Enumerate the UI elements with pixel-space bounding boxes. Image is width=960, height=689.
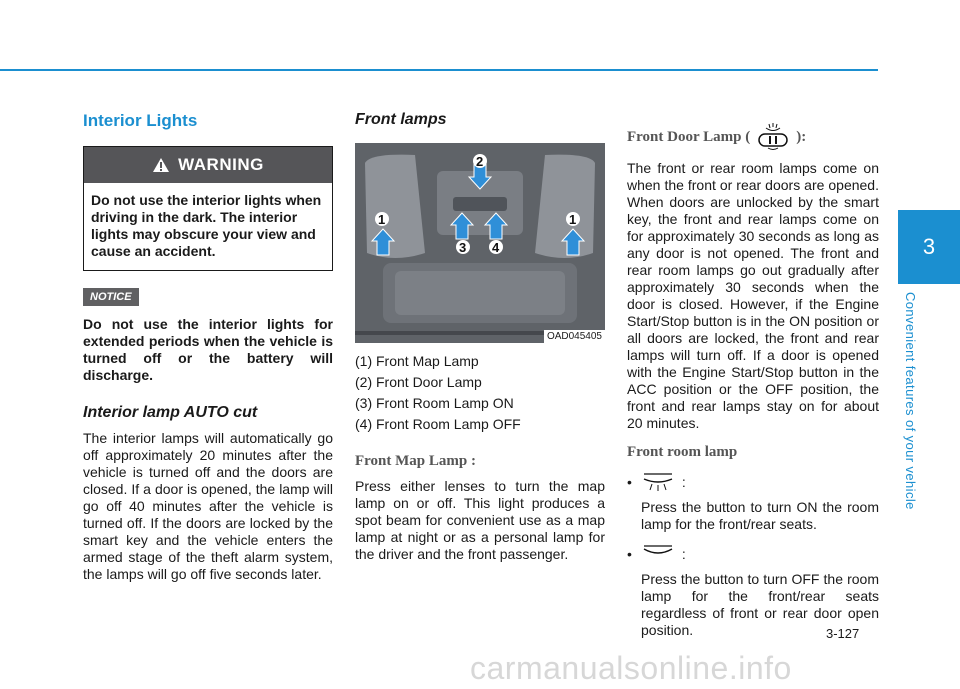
overhead-console-photo xyxy=(355,143,605,343)
room-lamp-on-colon: : xyxy=(681,474,686,490)
room-lamp-off-icon xyxy=(640,543,676,565)
front-door-lamp-heading-prefix: Front Door Lamp ( xyxy=(627,128,751,145)
lamp-list xyxy=(355,351,605,435)
front-door-lamp-heading-suffix: ): xyxy=(796,128,807,145)
image-code: OAD045405 xyxy=(544,330,605,343)
room-lamp-on-text: Press the button to turn ON the room lamp for the front/rear seats. xyxy=(641,499,879,532)
overhead-console-illustration xyxy=(355,143,605,343)
door-lamp-icon xyxy=(754,122,792,152)
room-lamp-off-item xyxy=(627,543,879,565)
watermark: carmanualsonline.info xyxy=(470,650,792,686)
column-2 xyxy=(355,108,605,563)
column-1 xyxy=(83,108,333,583)
front-room-lamp-heading: Front room lamp xyxy=(627,444,738,460)
top-rule xyxy=(0,69,878,71)
callout-2: 2 xyxy=(476,154,484,169)
front-map-lamp-body: Press either lenses to turn the map lamp on or off. This light produces a spot beam for convenient use as a map lamp at night or as a personal lamp for the driver and the front passenger. xyxy=(355,478,605,562)
room-lamp-off-colon: : xyxy=(681,546,686,562)
notice-badge: NOTICE xyxy=(83,288,139,306)
column-3 xyxy=(627,108,879,649)
warning-box xyxy=(83,146,333,271)
bullet-dot: • xyxy=(627,546,632,562)
callout-3: 3 xyxy=(459,240,467,255)
front-lamps-heading: Front lamps xyxy=(355,111,447,128)
bullet-dot: • xyxy=(627,474,632,490)
auto-cut-body: The interior lamps will automatically go off approximately 20 minutes after the vehicle is turned off and the doors are closed. If a door is opened, the lamp will go off 40 minutes after the vehicle is turned off. If the doors are locked by the smart key and the vehicle enters the armed stage of the theft alarm system, the lamps will go off five seconds later. xyxy=(83,430,333,582)
auto-cut-heading: Interior lamp AUTO cut xyxy=(83,404,258,421)
section-title: Convenient features of your vehicle xyxy=(903,292,918,510)
interior-lights-heading: Interior Lights xyxy=(83,111,198,130)
front-door-lamp-heading xyxy=(627,122,879,152)
room-lamp-on-item xyxy=(627,471,879,493)
list-item: (2) Front Door Lamp xyxy=(355,374,482,390)
warning-triangle-icon xyxy=(152,157,170,173)
section-tab xyxy=(898,210,960,284)
list-item: (1) Front Map Lamp xyxy=(355,353,479,369)
room-lamp-off-text: Press the button to turn OFF the room lamp for the front/rear seats regardless of front or rear door open position. xyxy=(641,571,879,638)
callout-1-right: 1 xyxy=(569,212,577,227)
list-item: (4) Front Room Lamp OFF xyxy=(355,416,521,432)
front-map-lamp-heading: Front Map Lamp : xyxy=(355,453,476,469)
front-door-lamp-body: The front or rear room lamps come on when the front or rear doors are opened. When doors are unlocked by the smart key, the front and rear lamps come on for approximately 30 seconds as long as any door is not opened. The front and rear room lamps go out gradually after approximately 30 seconds when the door is closed. However, if the Engine Start/Stop button is in the ON position or all doors are locked, the front and rear lamps will turn off. If a door is opened with the Engine Start/Stop button in the ACC position or the OFF position, the front and rear lamps stay on for about 20 minutes. xyxy=(627,160,879,431)
warning-title: WARNING xyxy=(178,155,264,174)
list-item: (3) Front Room Lamp ON xyxy=(355,395,514,411)
section-title-vertical xyxy=(903,292,918,510)
notice-text: Do not use the interior lights for extended periods when the vehicle is turned off or the battery will discharge. xyxy=(83,316,333,383)
warning-header xyxy=(84,147,332,183)
section-number: 3 xyxy=(922,234,936,259)
page-number: 3-127 xyxy=(826,626,860,641)
room-lamp-on-icon xyxy=(640,471,676,493)
callout-4: 4 xyxy=(492,240,500,255)
callout-1-left: 1 xyxy=(378,212,386,227)
warning-text: Do not use the interior lights when driving in the dark. The interior lights may obscure your view and cause an accident. xyxy=(91,192,322,259)
